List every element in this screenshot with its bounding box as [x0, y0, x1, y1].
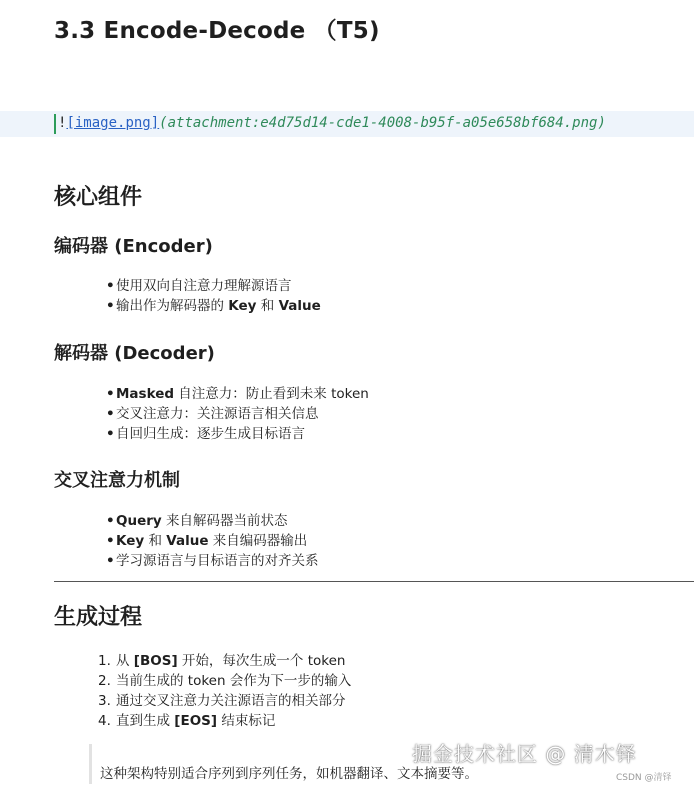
heading-generation-process: 生成过程	[54, 605, 143, 630]
attachment-path: (attachment:e4d75d14-cde1-4008-b95f-a05e658bf684.png)	[159, 115, 606, 131]
heading-decoder: 解码器 (Decoder)	[54, 343, 215, 364]
heading-cross-attention: 交叉注意力机制	[54, 470, 180, 491]
encoder-list	[106, 276, 321, 316]
list-item: • Masked 自注意力：防止看到未来 token	[106, 384, 369, 404]
list-item: 2. 当前生成的 token 会作为下一步的输入	[98, 673, 352, 689]
markdown-bang: !	[58, 115, 67, 131]
list-item: • 输出作为解码器的 Key 和 Value	[106, 296, 321, 316]
horizontal-rule	[54, 581, 694, 582]
list-item: • 自回归生成：逐步生成目标语言	[106, 424, 369, 444]
list-item: 4. 直到生成 [EOS] 结束标记	[98, 713, 276, 729]
list-item: • Key 和 Value 来自编码器输出	[106, 531, 319, 551]
cross-attention-list	[106, 511, 319, 571]
blockquote-bar	[89, 744, 92, 784]
heading-core-components: 核心组件	[54, 185, 143, 210]
list-item: 1. 从 [BOS] 开始，每次生成一个 token	[98, 653, 346, 669]
generation-steps	[98, 651, 351, 731]
blockquote-text: 这种架构特别适合序列到序列任务，如机器翻译、文本摘要等。	[100, 766, 478, 782]
list-item: 3. 通过交叉注意力关注源语言的相关部分	[98, 693, 346, 709]
image-markdown-line[interactable]	[0, 111, 694, 137]
image-link-text[interactable]: [image.png]	[66, 115, 160, 131]
list-item: • 使用双向自注意力理解源语言	[106, 276, 321, 296]
decoder-list	[106, 384, 369, 444]
markdown-source[interactable]	[58, 115, 606, 131]
list-item: • Query 来自解码器当前状态	[106, 511, 319, 531]
watermark-text: 掘金技术社区 @ 清木铎	[412, 742, 637, 766]
watermark-small-text: CSDN @清铎	[616, 773, 672, 783]
heading-encoder: 编码器 (Encoder)	[54, 236, 213, 257]
list-item: • 学习源语言与目标语言的对齐关系	[106, 551, 319, 571]
list-item: • 交叉注意力：关注源语言相关信息	[106, 404, 369, 424]
page-title: 3.3 Encode-Decode （T5)	[54, 18, 380, 44]
cursor-gutter-marker	[54, 114, 56, 134]
